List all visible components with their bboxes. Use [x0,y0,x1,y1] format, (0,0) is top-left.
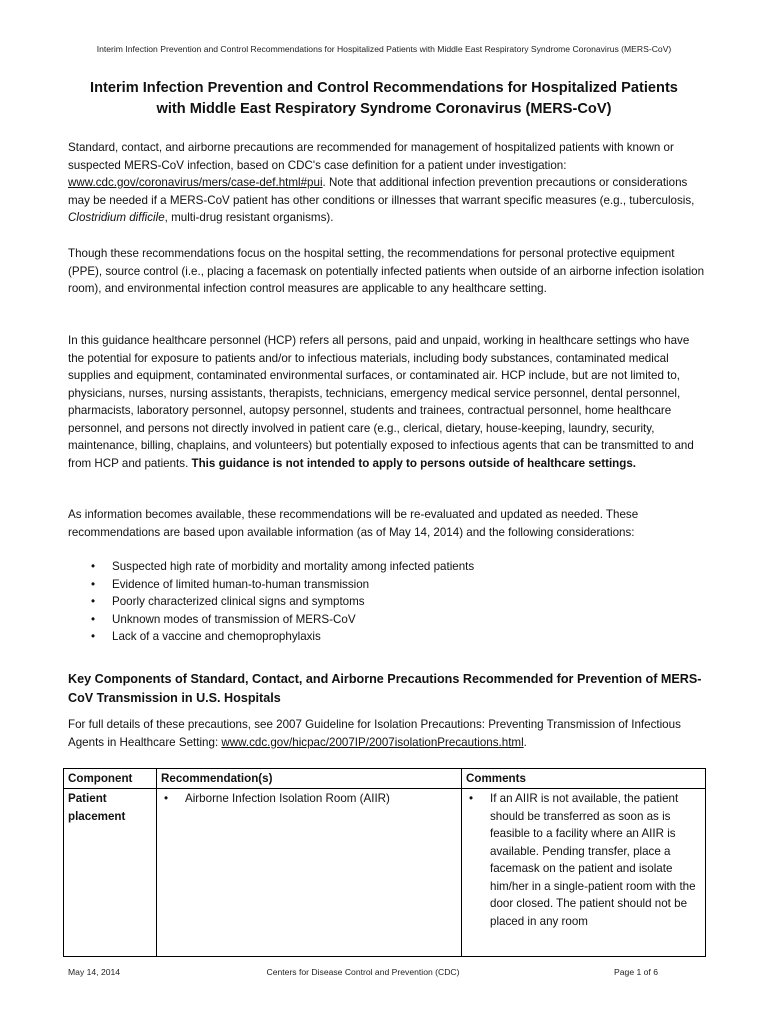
list-item-text: Evidence of limited human-to-human transmission [112,577,370,591]
p5-text-end: . [523,735,527,749]
p1-text-start: Standard, contact, and airborne precautions are recommended for management of hospitalized patients with known or suspected MERS-CoV infection, based on CDC's case definition for a patient under investigation: [68,141,674,172]
bullet-icon: • [468,792,474,805]
p4-text: As information becomes available, these recommendations will be re-evaluated and updated as needed. These recommendations are based upon available information (as of May 14, 2014) and the following considerations: [68,508,639,539]
bullet-icon: • [90,560,96,573]
paragraph-precautions-overview [68,139,708,227]
document-title [60,78,708,120]
precautions-table [63,768,706,957]
running-header: Interim Infection Prevention and Control Recommendations for Hospitalized Patients with Middle East Respiratory Syndrome Coronavirus (MERS-CoV) [96,44,672,54]
list-item-text: Lack of a vaccine and chemoprophylaxis [112,630,321,643]
bullet-icon: • [90,577,96,591]
bullet-icon: • [90,595,96,608]
section-heading-key-components: Key Components of Standard, Contact, and Airborne Precautions Recommended for Prevention of MERS-CoV Transmission in U.S. Hospitals [68,672,702,705]
considerations-list [88,558,688,646]
paragraph-healthcare-settings [68,245,708,298]
column-header-recommendations: Recommendation(s) [157,769,462,789]
p2-text: Though these recommendations focus on the hospital setting, the recommendations for personal protective equipment (PPE), source control (i.e., placing a facemask on potentially infected patients when outside of an airborne infection isolation room), and environmental infection control measures are applicable to any healthcare setting. [68,247,705,295]
list-item-text: Poorly characterized clinical signs and symptoms [112,595,365,608]
recommendation-text: Airborne Infection Isolation Room (AIIR) [185,792,390,805]
cell-comment [462,789,706,957]
paragraph-guideline-reference [68,716,708,751]
list-item [88,558,688,576]
list-item [88,628,688,646]
bullet-icon: • [90,630,96,643]
case-definition-link[interactable]: www.cdc.gov/coronavirus/mers/case-def.html#pui [68,176,323,189]
cell-recommendation [157,789,462,957]
p1-italic-organism: Clostridium difficile [68,211,165,224]
bullet-icon: • [90,612,96,626]
p5-text: For full details of these precautions, see 2007 Guideline for Isolation Precautions: Preventing Transmission of Infectious Agents in Healthcare Setting: [68,718,681,749]
footer-page-number: Page 1 of 6 [614,967,658,977]
footer-date: May 14, 2014 [68,967,121,977]
list-item-text: Suspected high rate of morbidity and mortality among infected patients [112,560,475,573]
comment-text: If an AIIR is not available, the patient should be transferred as soon as is feasible to a facility where an AIIR is available. Pending transfer, place a facemask on the patient and isolate him/her in a single-patient room with the door closed. The patient should not be placed in any room [490,792,696,928]
p3-bold-note: This guidance is not intended to apply to persons outside of healthcare settings. [191,456,636,470]
cell-component: Patient placement [64,789,157,957]
footer-organization: Centers for Disease Control and Prevention (CDC) [266,967,460,977]
isolation-guideline-link[interactable]: www.cdc.gov/hicpac/2007IP/2007isolationPrecautions.html [221,735,524,749]
list-item [88,593,688,611]
bullet-icon: • [163,792,169,805]
list-item [88,611,688,629]
table-header-row [64,769,706,789]
p3-text: In this guidance healthcare personnel (HCP) refers all persons, paid and unpaid, working in healthcare settings who have the potential for exposure to patients and/or to infectious materials, including body substances, contaminated medical supplies and equipment, contaminated environmental surfaces, or contaminated air. HCP include, but are not limited to, physicians, nurses, nursing assistants, therapists, technicians, emergency medical service personnel, dental personnel, pharmacists, laboratory personnel, autopsy personnel, students and trainees, contractual personnel, home healthcare personnel, and persons not directly involved in patient care (e.g., clerical, dietary, house-keeping, laundry, security, maintenance, billing, chaplains, and volunteers) but potentially exposed to infectious agents that can be transmitted to and from HCP and patients. [68,334,694,470]
page-footer [68,967,658,979]
list-item-text: Unknown modes of transmission of MERS-CoV [112,612,356,626]
paragraph-hcp-definition [68,332,708,472]
list-item [88,576,688,594]
document-title-line-2: with Middle East Respiratory Syndrome Coronavirus (MERS-CoV) [156,101,612,117]
paragraph-considerations-intro [68,506,708,541]
p1-text-middle: . Note that additional infection prevention precautions or considerations may be needed if a MERS-CoV patient has other conditions or illnesses that warrant specific measures (e.g., tuberculosis, [68,176,695,207]
column-header-comments: Comments [462,769,706,789]
p1-text-end: , multi-drug resistant organisms). [164,211,334,224]
document-title-line-1: Interim Infection Prevention and Control Recommendations for Hospitalized Patients [90,80,678,96]
column-header-component: Component [64,769,157,789]
table-row [64,789,706,957]
